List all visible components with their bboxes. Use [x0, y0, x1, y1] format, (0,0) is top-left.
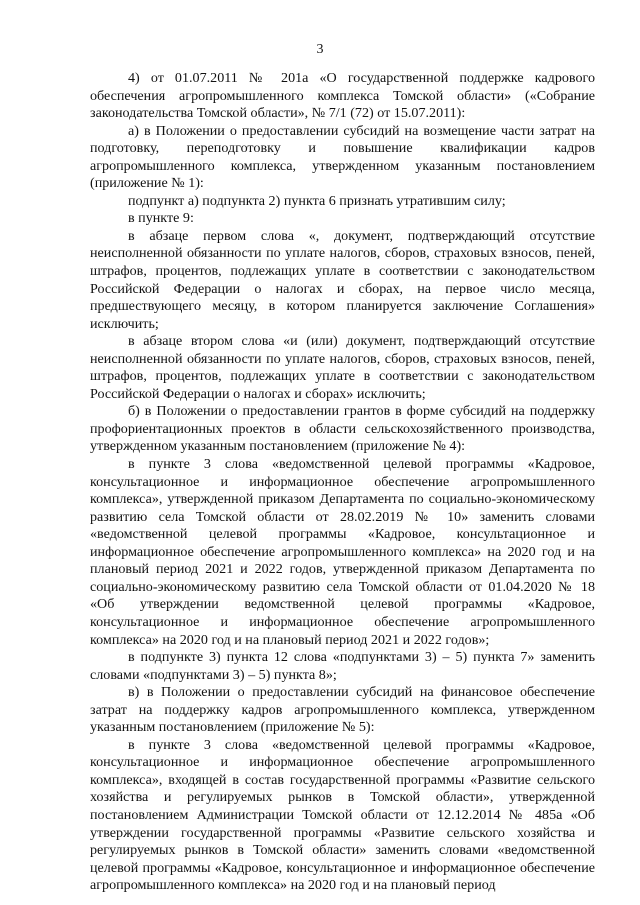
paragraph-abzac-second: в абзаце втором слова «и (или) документ, подтверждающий отсутствие неисполненной обязанности по уплате налогов, сборов, страховых взносов, пеней, штрафов, процентов, подлежащих уплате в соответствии с законодательством Российской Федерации о налогах и сборах» исключить; — [90, 333, 595, 402]
paragraph-subitem-b: б) в Положении о предоставлении грантов в форме субсидий на поддержку профориентационных проектов в области сельскохозяйственного производства, утвержденном указанным постановлением (приложение № 4): — [90, 403, 595, 455]
paragraph-point-3-b: в пункте 3 слова «ведомственной целевой программы «Кадровое, консультационное и информационное обеспечение агропромышленного комплекса», утвержденной приказом Департамента по социально-экономическому развитию села Томской области от 28.02.2019 № 10» заменить словами «ведомственной целевой программы «Кадровое, консультационное и информационное обеспечение агропромышленного комплекса» на 2020 год и на плановый период 2021 и 2022 годов, утвержденной приказом Департамента по социально-экономическому развитию села Томской области от 01.04.2020 № 18 «Об утверждении ведомственной целевой программы «Кадровое, консультационное и информационное обеспечение агропромышленного комплекса» на 2020 год и на плановый период 2021 и 2022 годов»; — [90, 456, 595, 648]
paragraph-subpoint-12: в подпункте 3) пункта 12 слова «подпунктами 3) – 5) пункта 7» заменить словами «подпунктами 3) – 5) пункта 8»; — [90, 649, 595, 683]
paragraph-subitem-v: в) в Положении о предоставлении субсидий на финансовое обеспечение затрат на поддержку кадров агропромышленного комплекса, утвержденном указанным постановлением (приложение № 5): — [90, 684, 595, 736]
page-number: 3 — [316, 42, 324, 57]
paragraph-subitem-a: а) в Положении о предоставлении субсидий на возмещение части затрат на подготовку, переподготовку и повышение квалификации кадров агропромышленного комплекса, утвержденном указанным постановлением (приложение № 1): — [90, 122, 595, 192]
paragraph-point-9: в пункте 9: — [128, 210, 194, 227]
document-body — [90, 70, 595, 895]
paragraph-point-3-v: в пункте 3 слова «ведомственной целевой программы «Кадровое, консультационное и информационное обеспечение агропромышленного комплекса», входящей в состав государственной программы «Развитие сельского хозяйства и регулируемых рынков в Томской области», утвержденной постановлением Администрации Томской области от 12.12.2014 № 485а «Об утверждении государственной программы «Развитие сельского хозяйства и регулируемых рынков в Томской области» заменить словами «ведомственной целевой программы «Кадровое, консультационное и информационное обеспечение агропромышленного комплекса» на 2020 год и на плановый период — [90, 736, 595, 894]
paragraph-abzac-first: в абзаце первом слова «, документ, подтверждающий отсутствие неисполненной обязанности по уплате налогов, сборов, страховых взносов, пеней, штрафов, процентов, подлежащих уплате в соответствии с законодательством Российской Федерации о налогах и сборах, на первое число месяца, предшествующего месяцу, в котором планируется заключение Соглашения» исключить; — [90, 227, 595, 332]
paragraph-item-4: 4) от 01.07.2011 № 201а «О государственной поддержке кадрового обеспечения агропромышленного комплекса Томской области» («Собрание законодательства Томской области», № 7/1 (72) от 15.07.2011): — [90, 70, 595, 122]
paragraph-subpoint-repeal: подпункт а) подпункта 2) пункта 6 признать утратившим силу; — [128, 192, 506, 209]
